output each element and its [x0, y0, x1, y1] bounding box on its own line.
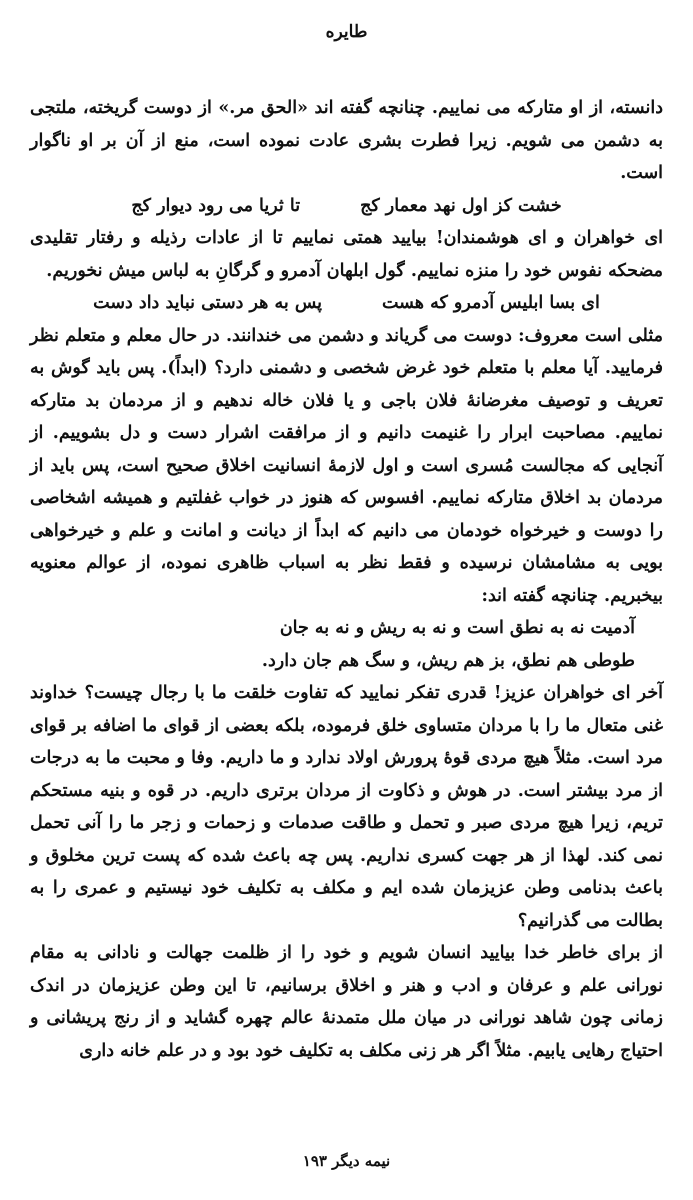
verse-1-left-hemistich: تا ثریا می رود دیوار کج [131, 195, 301, 216]
paragraph-5: از برای خاطر خدا بیایید انسان شویم و خود را از ظلمت جهالت و نادانی به مقام نورانی علم و عرفان و ادب و هنر و اخلاق برسانیم، تا این وطن عزیزمان در اندک زمانی چون شاهد نورانی در میان ملل متمدنهٔ عالم چهره گشاید و از رنج پریشانی و احتیاج رهایی یابیم. مثلاً اگر هر زنی مکلف به تکلیف خود بود و در علم خانه داری [30, 943, 663, 1061]
page-footer: نیمه دیگر ۱۹۳ [302, 1152, 391, 1170]
paragraph-3: مثلی است معروف: دوست می گریاند و دشمن می خندانند. در حال معلم و متعلم نظر فرمایید. آیا معلم با متعلم خود غرض شخصی و دشمنی دارد؟ (ابداً). پس باید گوش به تعریف و توصیف مغرضانهٔ فلان باجی و یا فلان خاله ندهیم و از مردمان بد متارکه نماییم. مصاحبت ابرار را غنیمت دانیم و از مرافقت اشرار دست و دل بشوییم. از آنجایی که مجالست مُسری است و اول لازمهٔ انسانیت اخلاق صحیح است، پس باید از مردمان بد اخلاق متارکه نماییم. افسوس که هنوز در خواب غفلتیم و همیشه اشخاصی را دوست و خیرخواه خودمان می دانیم که ابداً از دیانت و امانت و علم و خیرخواهی بویی به مشامشان نرسیده و فقط نظر به اسباب ظاهری نموده، از عوالم معنویه بیخبریم. چنانچه گفته اند: [30, 325, 663, 606]
verse-2-left-hemistich: پس به هر دستی نباید داد دست [93, 293, 322, 313]
verse-couplet-1 [30, 190, 663, 223]
paragraph-2: ای خواهران و ای هوشمندان! بیایید همتی نماییم تا از عادات رذیله و رفتار تقلیدی مضحکه نفوس خود را منزه نماییم. گول ابلهان آدمرو و گرگانِ به لباس میش نخوریم. [30, 228, 663, 281]
verse-2-right-hemistich: ای بسا ابلیس آدمرو که هست [382, 293, 600, 313]
verse-couplet-2 [30, 287, 663, 320]
page-header-title: طایره [325, 22, 368, 42]
paragraph-1: دانسته، از او متارکه می نماییم. چنانچه گفته اند «الحق مر.» از دوست گریخته، ملتجی به دشمن می شویم. زیرا فطرت بشری عادت نموده است، منع از آن بر او ناگوار است. [30, 98, 664, 183]
paragraph-4: آخر ای خواهران عزیز! قدری تفکر نمایید که تفاوت خلقت ما با رجال چیست؟ خداوند غنی متعال ما را با مردان متساوی خلق فرموده، بلکه بعضی از قوای ما اضافه بر قوای مرد است. مثلاً هیچ مردی قوهٔ پرورش اولاد ندارد و ما داریم. وفا و محبت ما به درجات از مرد بیشتر است. در هوش و ذکاوت از مردان برتری داریم. در قوه و بنیه مستحکم تریم، زیرا هیچ مردی صبر و تحمل و طاقت صدمات و زحمات و زجر ما را آنی تحمل نمی کند. لهذا از هر جهت کسری نداریم. پس چه باعث شده که پست ترین مخلوق و باعث بدنامی وطن عزیزمان شده ایم و مکلف به تکلیف خود نیستیم و عمری را به بطالت می گذرانیم؟ [30, 683, 663, 931]
body-text [30, 92, 663, 1067]
verse-1-right-hemistich: خشت کز اول نهد معمار کج [360, 195, 562, 216]
quote-line-1: آدمیت نه به نطق است و نه به ریش و نه به جان [279, 618, 635, 638]
quote-line-2: طوطی هم نطق، بز هم ریش، و سگ هم جان دارد. [261, 650, 635, 671]
